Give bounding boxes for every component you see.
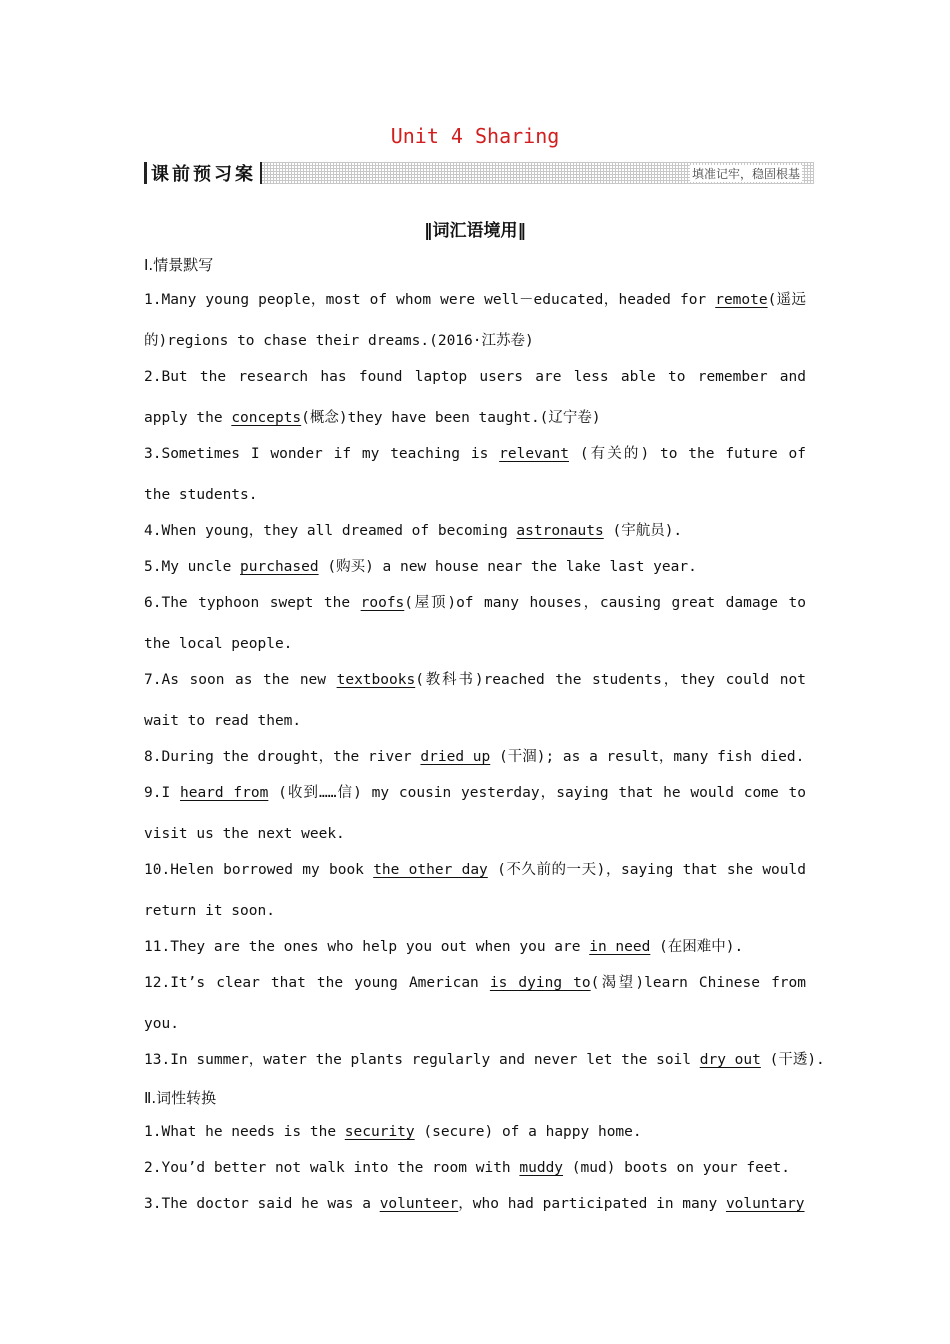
answer: concepts [231, 410, 302, 426]
exercise-item: 8.During the drought，the river dried up (干涸); as a result，many fish died. [144, 749, 805, 765]
answer: astronauts [516, 523, 604, 539]
answer: muddy [519, 1160, 564, 1176]
exercise-item: 1.What he needs is the security (secure) of a happy home. [144, 1124, 642, 1140]
answer: security [344, 1124, 415, 1140]
answer: purchased [240, 559, 319, 575]
section-banner [144, 162, 814, 184]
answer: is dying to [489, 975, 591, 991]
exercise-item: 9.I heard from (收到……信) my cousin yesterday，saying that he would come to visit us the next week. [144, 785, 806, 842]
exercise-item: 10.Helen borrowed my book the other day (不久前的一天)，saying that she would return it soon. [144, 862, 806, 919]
banner-left-label: 课前预习案 [144, 162, 262, 184]
answer: heard from [179, 785, 269, 801]
exercise-item: 1.Many young people，most of whom were well－educated，headed for remote(遥远的)regions to chase their dreams.(2016·江苏卷) [144, 292, 806, 349]
banner-right-label: 填准记牢，稳固根基 [691, 167, 800, 181]
answer: in need [589, 939, 651, 955]
exercise-item: 11.They are the ones who help you out when you are in need (在困难中). [144, 939, 744, 955]
answer: dry out [699, 1052, 761, 1068]
answer: volunteer [379, 1196, 459, 1212]
answer: the other day [373, 862, 488, 878]
part2-heading: Ⅱ.词性转换 [144, 1089, 217, 1107]
answer: voluntary [725, 1196, 805, 1212]
exercise-item: 4.When young，they all dreamed of becoming astronauts (宇航员). [144, 523, 683, 539]
exercise-item: 2.You’d better not walk into the room with muddy (mud) boots on your feet. [144, 1160, 791, 1176]
exercise-item: 12.It’s clear that the young American is dying to(渴望)learn Chinese from you. [144, 975, 806, 1032]
exercise-item: 2.But the research has found laptop users are less able to remember and apply the concepts(概念)they have been taught.(辽宁卷) [144, 369, 806, 426]
exercise-item: 3.The doctor said he was a volunteer，who had participated in many voluntary [144, 1196, 805, 1212]
answer: relevant [499, 446, 569, 462]
exercise-item: 3.Sometimes I wonder if my teaching is relevant (有关的) to the future of the students. [144, 446, 806, 503]
answer: remote [715, 292, 768, 308]
page-title: Unit 4 Sharing [390, 124, 560, 148]
answer: roofs [360, 595, 405, 611]
exercise-item: 6.The typhoon swept the roofs(屋顶)of many houses，causing great damage to the local people. [144, 595, 806, 652]
exercise-item: 13.In summer，water the plants regularly and never let the soil dry out (干透). [144, 1052, 825, 1068]
section-title: ‖词汇语境用‖ [424, 221, 526, 241]
exercise-item: 7.As soon as the new textbooks(教科书)reached the students，they could not wait to read them. [144, 672, 806, 729]
part1-heading: Ⅰ.情景默写 [144, 256, 214, 274]
exercise-item: 5.My uncle purchased (购买) a new house near the lake last year. [144, 559, 697, 575]
answer: dried up [420, 749, 491, 765]
answer: textbooks [336, 672, 416, 688]
